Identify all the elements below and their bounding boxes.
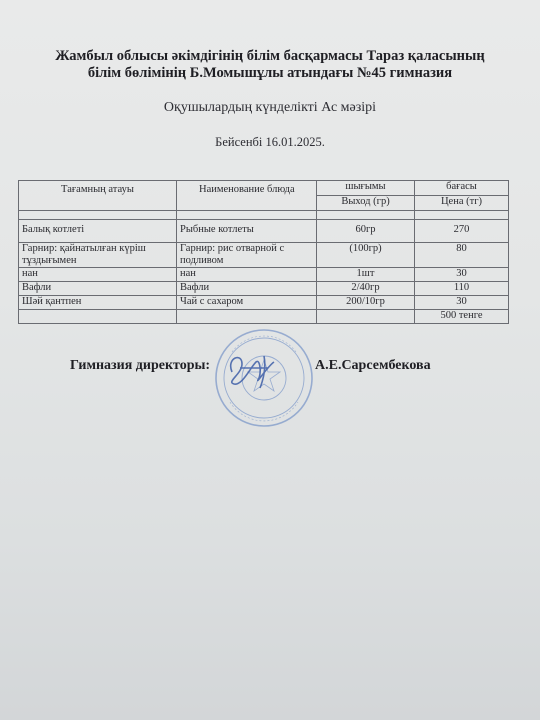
cell-name-ru: Вафли <box>177 282 317 296</box>
header-name-kz: Тағамның атауы <box>19 181 177 211</box>
cell-name-ru: Рыбные котлеты <box>177 220 317 243</box>
header-output-ru: Выход (гр) <box>317 196 415 211</box>
cell-output: 2/40гр <box>317 282 415 296</box>
header-price-kz: бағасы <box>415 181 509 196</box>
director-name: А.Е.Сарсембекова <box>315 358 431 373</box>
header-line-1: Жамбыл облысы әкімдігінің білім басқармасы Тараз қаласының <box>55 48 485 64</box>
cell-name-kz: нан <box>19 268 177 282</box>
cell-output: (100гр) <box>317 243 415 268</box>
menu-date: Бейсенбі 16.01.2025. <box>215 135 325 149</box>
cell-name-kz: Вафли <box>19 282 177 296</box>
cell-output: 200/10гр <box>317 296 415 310</box>
cell-name-ru: нан <box>177 268 317 282</box>
table-spacer-row <box>19 211 509 220</box>
cell-price: 30 <box>415 296 509 310</box>
table-row <box>19 268 509 282</box>
cell-name-kz: Балық котлеті <box>19 220 177 243</box>
cell-price: 110 <box>415 282 509 296</box>
cell-name-kz: Шәй қантпен <box>19 296 177 310</box>
table-row <box>19 282 509 296</box>
header-name-ru: Наименование блюда <box>177 181 317 211</box>
official-stamp <box>212 322 316 430</box>
cell-price: 80 <box>415 243 509 268</box>
table-row <box>19 220 509 243</box>
cell-name-kz: Гарнир: қайнатылған күріш тұздығымен <box>19 243 177 268</box>
header-output-kz: шығымы <box>317 181 415 196</box>
header-line-2: білім бөлімінің Б.Момышұлы атындағы №45 гимназия <box>87 65 453 81</box>
menu-subtitle: Оқушылардың күнделікті Ас мәзірі <box>163 100 377 115</box>
cell-output: 60гр <box>317 220 415 243</box>
header-price-ru: Цена (тг) <box>415 196 509 211</box>
cell-price: 30 <box>415 268 509 282</box>
director-label: Гимназия директоры: <box>70 358 211 373</box>
cell-output: 1шт <box>317 268 415 282</box>
cell-price: 270 <box>415 220 509 243</box>
cell-name-ru: Гарнир: рис отварной с подливом <box>177 243 317 268</box>
menu-table <box>18 180 509 324</box>
table-header-row <box>19 181 509 196</box>
cell-total: 500 тенге <box>415 310 509 324</box>
cell-name-ru: Чай с сахаром <box>177 296 317 310</box>
table-row <box>19 296 509 310</box>
table-row <box>19 243 509 268</box>
